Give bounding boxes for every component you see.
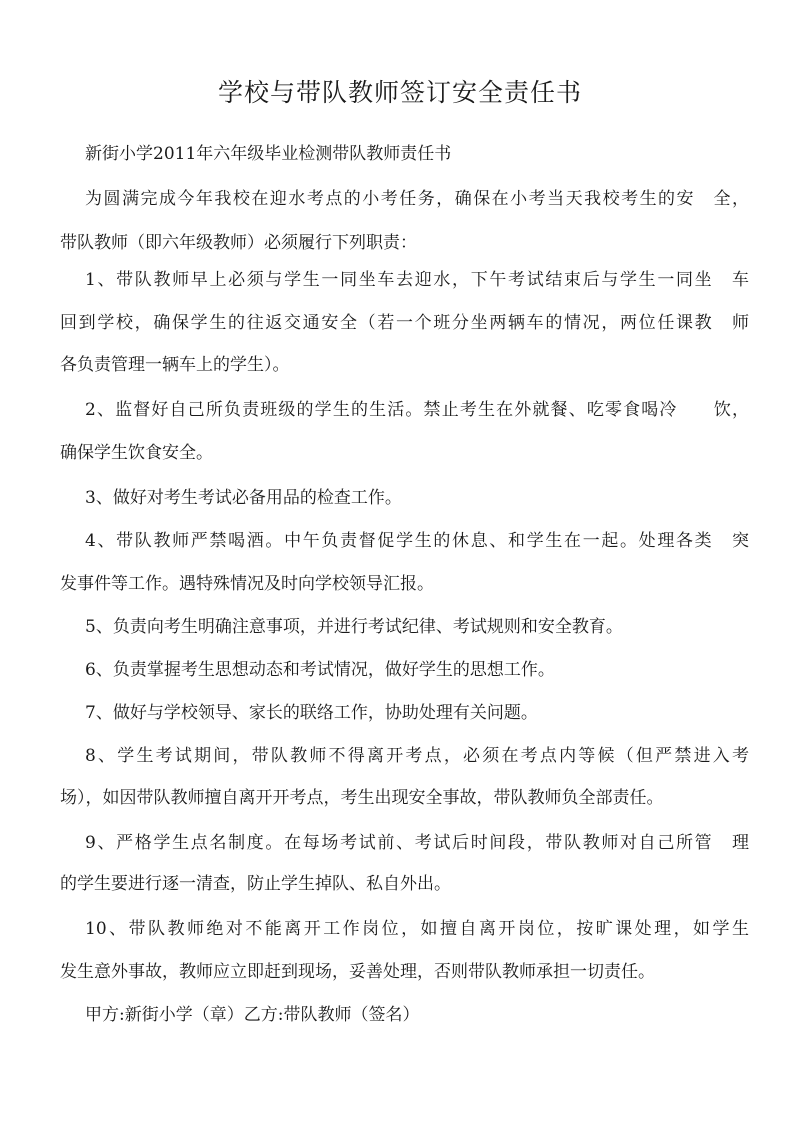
item-10-line-1: 10、带队教师绝对不能离开工作岗位，如擅自离开岗位，按旷课处理，如学生 <box>85 919 749 939</box>
item-1-line-2: 回到学校，确保学生的往返交通安全（若一个班分坐两辆车的情况，两位任课教 师 <box>60 313 749 333</box>
item-7-line-1: 7、做好与学校领导、家长的联络工作，协助处理有关问题。 <box>85 703 538 723</box>
item-2-line-1: 2、监督好自己所负责班级的学生的生活。禁止考生在外就餐、吃零食喝冷 饮， <box>85 400 749 420</box>
item-9-line-2: 的学生要进行逐一清查，防止学生掉队、私自外出。 <box>60 874 451 894</box>
signature-line: 甲方:新街小学（章）乙方:带队教师（签名） <box>85 1005 420 1025</box>
item-4-line-2: 发事件等工作。遇特殊情况及时向学校领导汇报。 <box>60 574 434 594</box>
item-8-line-2: 场），如因带队教师擅自离开开考点，考生出现安全事故，带队教师负全部责任。 <box>60 788 664 808</box>
item-1-line-1: 1、带队教师早上必须与学生一同坐车去迎水，下午考试结束后与学生一同坐 车 <box>85 270 749 290</box>
document-subtitle: 新街小学2011年六年级毕业检测带队教师责任书 <box>85 144 452 164</box>
intro-line-2: 带队教师（即六年级教师）必须履行下列职责： <box>60 233 417 253</box>
item-10-line-2: 发生意外事故，教师应立即赶到现场，妥善处理，否则带队教师承担一切责任。 <box>60 962 655 982</box>
item-9-line-1: 9、严格学生点名制度。在每场考试前、考试后时间段，带队教师对自己所管 理 <box>85 833 749 853</box>
item-8-line-1: 8、学生考试期间，带队教师不得离开考点，必须在考点内等候（但严禁进入考 <box>85 746 749 766</box>
item-3-line-1: 3、做好对考生考试必备用品的检查工作。 <box>85 488 402 508</box>
document-title: 学校与带队教师签订安全责任书 <box>217 78 582 107</box>
item-1-line-3: 各负责管理一辆车上的学生）。 <box>60 355 290 375</box>
item-5-line-1: 5、负责向考生明确注意事项，并进行考试纪律、考试规则和安全教育。 <box>85 617 623 637</box>
item-2-line-2: 确保学生饮食安全。 <box>60 443 213 463</box>
intro-line-1: 为圆满完成今年我校在迎水考点的小考任务，确保在小考当天我校考生的安 全， <box>85 189 749 209</box>
item-4-line-1: 4、带队教师严禁喝酒。中午负责督促学生的休息、和学生在一起。处理各类 突 <box>85 531 749 551</box>
item-6-line-1: 6、负责掌握考生思想动态和考试情况，做好学生的思想工作。 <box>85 660 555 680</box>
